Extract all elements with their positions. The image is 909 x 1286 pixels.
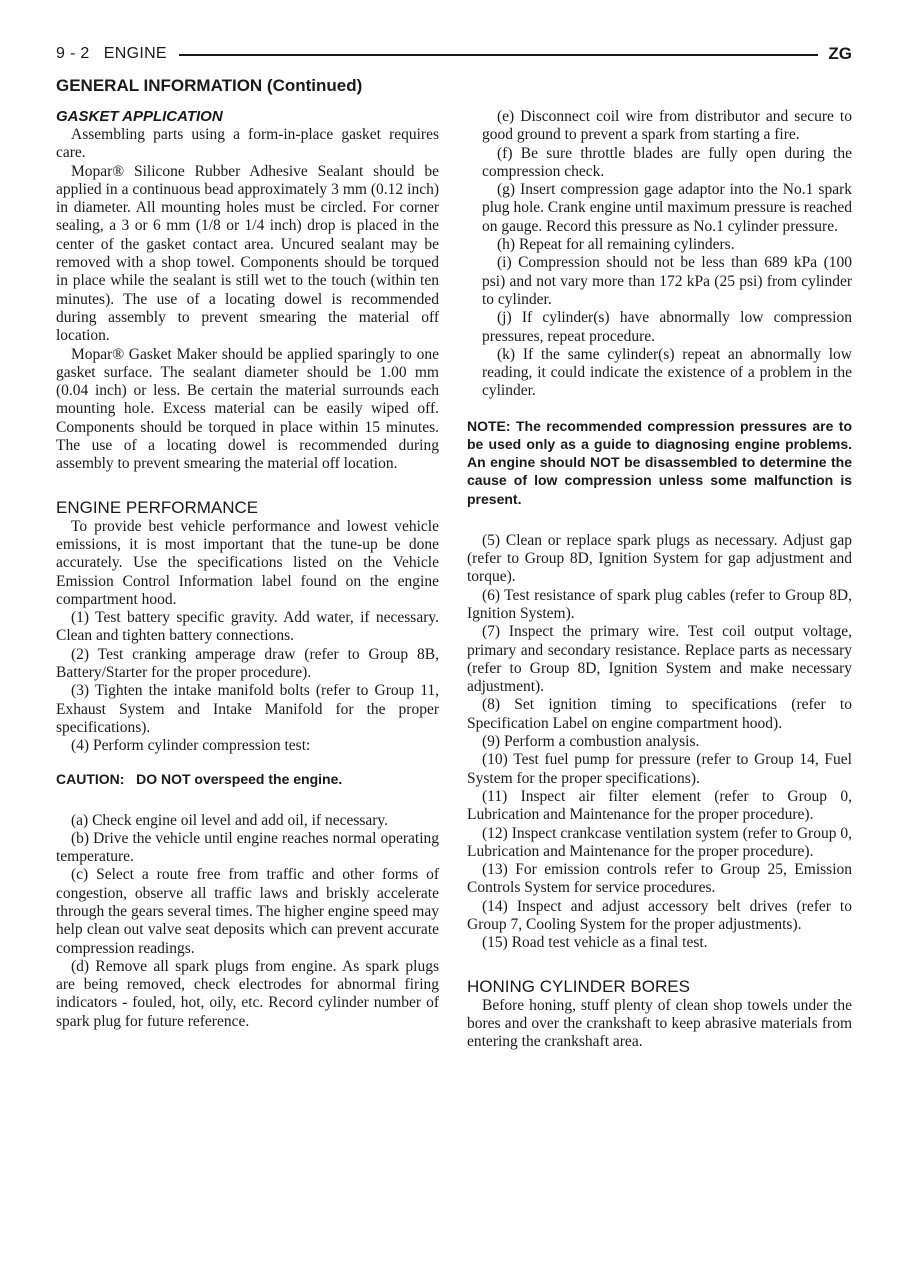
right-subsection [467,108,852,401]
step-item: (13) For emission controls refer to Group 25, Emission Controls System for service procedures. [467,861,852,897]
step-item: (12) Inspect crankcase ventilation system (refer to Group 0, Lubrication and Maintenance for the proper procedure). [467,824,852,860]
paragraph: Mopar® Silicone Rubber Adhesive Sealant should be applied in a continuous bead approximately 3 mm (0.12 inch) in diameter. All mounting holes must be circled. For corner sealing, a 3 or 6 mm (1/8 or 1/4 inch) drop is placed in the center of the gasket contact area. Uncured sealant may be removed with a shop towel. Components should be torqued in place while the sealant is still wet to the touch (within ten minutes). The use of a locating dowel is recommended during assembly to prevent smearing the material off location. [56,162,439,345]
header-rule [179,54,818,56]
section-title: GENERAL INFORMATION (Continued) [56,76,363,95]
sub-step-item: (h) Repeat for all remaining cylinders. [497,236,735,254]
step-item: (1) Test battery specific gravity. Add water, if necessary. Clean and tighten battery connections. [56,609,439,645]
honing-cylinder-bores-heading: HONING CYLINDER BORES [467,976,690,996]
sub-step-item: (g) Insert compression gage adaptor into the No.1 spark plug hole. Crank engine until maximum pressure is reached on gauge. Record this pressure as No.1 cylinder pressure. [482,181,852,235]
step-item: (5) Clean or replace spark plugs as necessary. Adjust gap (refer to Group 8D, Ignition System for gap adjustment and torque). [467,531,852,586]
sub-step-item: (e) Disconnect coil wire from distributor and secure to good ground to prevent a spark from starting a fire. [482,108,852,144]
right-column [467,108,852,1051]
page-header-left [56,44,167,64]
sub-step-item: (d) Remove all spark plugs from engine. As spark plugs are being removed, check electrodes for abnormal firing indicators - fouled, hot, oily, etc. Record cylinder number of spark plug for future reference. [56,957,439,1030]
step-item: (7) Inspect the primary wire. Test coil output voltage, primary and secondary resistance. Replace parts as necessary (refer to Group 8D, Ignition System and make necessary adjustment). [467,623,852,696]
step-item: (10) Test fuel pump for pressure (refer to Group 14, Fuel System for the proper specifications). [467,751,852,787]
step-item: (3) Tighten the intake manifold bolts (refer to Group 11, Exhaust System and Intake Manifold for the proper specifications). [56,682,439,736]
sub-step-item: (b) Drive the vehicle until engine reaches normal operating temperature. [56,829,439,866]
step-item: (14) Inspect and adjust accessory belt drives (refer to Group 7, Cooling System for the proper adjustments). [467,897,852,933]
paragraph: Mopar® Gasket Maker should be applied sparingly to one gasket surface. The sealant diameter should be 1.00 mm (0.04 inch) or less. Be certain the material surrounds each mounting hole. Excess material can be easily wiped off. Components should be torqued in place within 15 minutes. The use of a locating dowel is recommended during assembly to prevent smearing the material off location. [56,345,439,473]
sub-step-item: (f) Be sure throttle blades are fully open during the compression check. [482,144,852,180]
paragraph: Before honing, stuff plenty of clean shop towels under the bores and over the crankshaft to keep abrasive materials from entering the crankshaft area. [467,996,852,1051]
step-item: (8) Set ignition timing to specifications (refer to Specification Label on engine compartment hood). [467,696,852,732]
engine-performance-heading: ENGINE PERFORMANCE [56,497,259,517]
step-item: (15) Road test vehicle as a final test. [482,934,708,952]
gasket-application-heading: GASKET APPLICATION [56,108,223,125]
left-column [56,108,439,1031]
paragraph: Assembling parts using a form-in-place gasket requires care. [56,126,439,162]
paragraph: To provide best vehicle performance and lowest vehicle emissions, it is most important that the tune-up be done accurately. Use the specifications listed on the Vehicle Emission Control Information label found on the engine compartment hood. [56,517,439,608]
step-item: (2) Test cranking amperage draw (refer to Group 8B, Battery/Starter for the proper procedure). [56,645,439,682]
sub-step-item: (j) If cylinder(s) have abnormally low compression pressures, repeat procedure. [482,309,852,345]
chapter-name: ENGINE [103,45,167,62]
step-item: (4) Perform cylinder compression test: [71,737,311,755]
caution-notice: CAUTION: DO NOT overspeed the engine. [56,770,343,787]
page-header [56,44,852,66]
page-number: 9 - 2 [56,45,90,62]
step-item: (11) Inspect air filter element (refer to Group 0, Lubrication and Maintenance for the proper procedure). [467,787,852,824]
note-notice: NOTE: The recommended compression pressures are to be used only as a guide to diagnosing engine problems. An engine should NOT be disassembled to determine the cause of low compression unless some malfunction is present. [467,417,852,507]
model-code: ZG [828,44,852,63]
sub-step-item: (a) Check engine oil level and add oil, if necessary. [71,811,389,829]
step-item: (9) Perform a combustion analysis. [482,733,700,751]
sub-step-item: (i) Compression should not be less than 689 kPa (100 psi) and not vary more than 172 kPa (25 psi) from cylinder to cylinder. [482,254,852,308]
sub-step-item: (k) If the same cylinder(s) repeat an abnormally low reading, it could indicate the existence of a problem in the cylinder. [482,345,852,400]
sub-step-item: (c) Select a route free from traffic and other forms of congestion, observe all traffic laws and briskly accelerate through the gears several times. The higher engine speed may help clean out valve seat deposits which can prevent accurate compression readings. [56,866,439,957]
step-item: (6) Test resistance of spark plug cables (refer to Group 8D, Ignition System). [467,586,852,622]
